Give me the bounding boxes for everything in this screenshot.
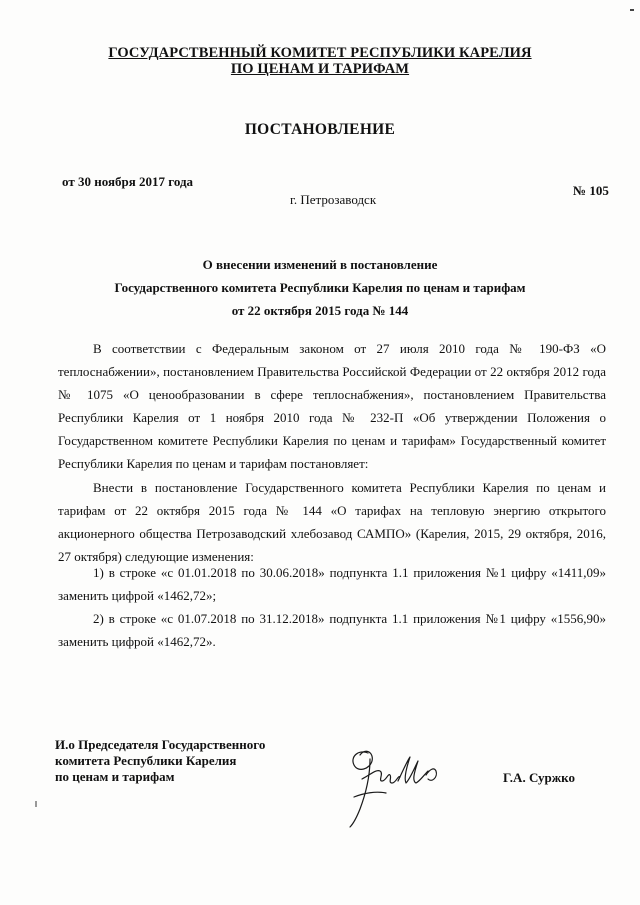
paragraph-text: В соответствии с Федеральным законом от 27 июля 2010 года № 190-ФЗ «О теплоснабжении», постановлением Правительства Российской Федерации от 22 октября 2012 года № 1075 «О ценообразовании в сфере теплоснабжения», постановлением Правительства Республики Карелия от 1 ноября 2010 года № 232-П «Об утверждении Положения о Государственном комитете Республики Карелия по ценам и тарифам» Государственный комитет Республики Карелия по ценам и тарифам постановляет: xyxy=(58,341,606,471)
subject-line2: Государственного комитета Республики Карелия по ценам и тарифам xyxy=(114,280,526,295)
document-city: г. Петрозаводск xyxy=(290,192,377,207)
document-type-title: ПОСТАНОВЛЕНИЕ xyxy=(244,121,396,138)
signatory-title xyxy=(55,737,265,785)
subject-line3: от 22 октября 2015 года № 144 xyxy=(231,303,409,318)
paragraph-text: 2) в строке «с 01.07.2018 по 31.12.2018» подпункта 1.1 приложения №1 цифру «1556,90» заменить цифрой «1462,72». xyxy=(58,611,606,649)
signatory-title-line: И.о Председателя Государственного xyxy=(55,737,266,752)
handwritten-signature xyxy=(340,735,450,830)
paragraph-item-2 xyxy=(58,607,606,653)
paragraph-text: 1) в строке «с 01.01.2018 по 30.06.2018» подпункта 1.1 приложения №1 цифру «1411,09» заменить цифрой «1462,72»; xyxy=(58,565,606,603)
paragraph-text: Внести в постановление Государственного комитета Республики Карелия по ценам и тарифам от 22 октября 2015 года № 144 «О тарифах на тепловую энергию открытого акционерного общества Петрозаводский хлебозавод САМПО» (Карелия, 2015, 29 октября, 2016, 27 октября) следующие изменения: xyxy=(58,480,606,564)
subject-line1: О внесении изменений в постановление xyxy=(202,257,438,272)
organization-name-line2: ПО ЦЕНАМ И ТАРИФАМ xyxy=(230,61,410,77)
signatory-title-line: по ценам и тарифам xyxy=(55,769,175,784)
document-number: № 105 xyxy=(573,183,609,198)
paragraph-item-1 xyxy=(58,561,606,607)
signatory-name: Г.А. Суржко xyxy=(503,770,575,785)
scan-speck xyxy=(630,9,634,11)
paragraph-resolution xyxy=(58,476,606,568)
paragraph-preamble xyxy=(58,337,606,475)
organization-name-line1: ГОСУДАРСТВЕННЫЙ КОМИТЕТ РЕСПУБЛИКИ КАРЕЛИЯ xyxy=(108,45,532,61)
scan-speck xyxy=(35,801,37,807)
signatory-title-line: комитета Республики Карелия xyxy=(55,753,237,768)
document-date: от 30 ноября 2017 года xyxy=(62,174,194,189)
